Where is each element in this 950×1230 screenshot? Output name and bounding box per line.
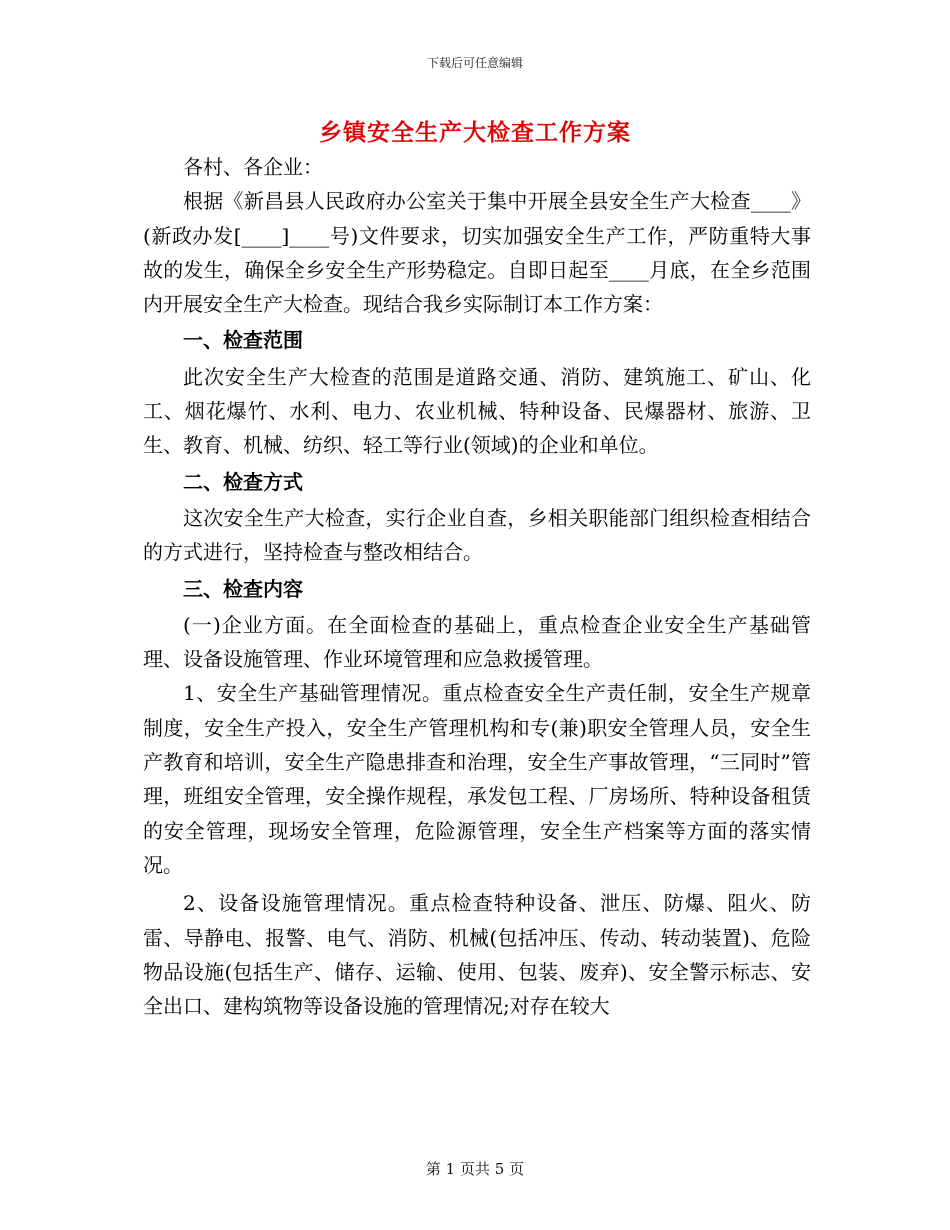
document-title: 乡镇安全生产大检查工作方案: [319, 120, 631, 146]
body-paragraph: 根据《新昌县人民政府办公室关于集中开展全县安全生产大检查____》(新政办发[____]____号)文件要求，切实加强安全生产工作，严防重特大事故的发生，确保全乡安全生产形势稳定。自即日起至____月底，在全乡范围内开展安全生产大检查。现结合我乡实际制订本工作方案：: [143, 189, 811, 317]
body-paragraph: 此次安全生产大检查的范围是道路交通、消防、建筑施工、矿山、化工、烟花爆竹、水利、电力、农业机械、特种设备、民爆器材、旅游、卫生、教育、机械、纺织、轻工等行业(领域)的企业和单位。: [143, 364, 811, 458]
page-footer: 第 1 页共 5 页: [425, 1160, 525, 1178]
page-header: 下载后可任意编辑: [426, 56, 523, 70]
body-paragraph: 1、安全生产基础管理情况。重点检查安全生产责任制，安全生产规章制度，安全生产投入，安全生产管理机构和专(兼)职安全管理人员，安全生产教育和培训，安全生产隐患排查和治理，安全生产事故管理，“三同时”管理，班组安全管理，安全操作规程，承发包工程、厂房场所、特种设备租赁的安全管理，现场安全管理，危险源管理，安全生产档案等方面的落实情况。: [143, 681, 811, 877]
section-heading: 三、检查内容: [183, 576, 303, 601]
section-heading: 一、检查范围: [183, 328, 303, 353]
document-body: [143, 150, 811, 1023]
body-paragraph: (一)企业方面。在全面检查的基础上，重点检查企业安全生产基础管理、设备设施管理、作业环境管理和应急救援管理。: [143, 612, 811, 672]
body-paragraph: 这次安全生产大检查，实行企业自查，乡相关职能部门组织检查相结合的方式进行，坚持检查与整改相结合。: [143, 505, 811, 565]
body-paragraph: 各村、各企业：: [183, 155, 323, 179]
body-paragraph: 2、设备设施管理情况。重点检查特种设备、泄压、防爆、阻火、防雷、导静电、报警、电气、消防、机械(包括冲压、传动、转动装置)、危险物品设施(包括生产、储存、运输、使用、包装、废弃)、安全警示标志、安全出口、建构筑物等设备设施的管理情况;对存在较大: [143, 891, 811, 1019]
section-heading: 二、检查方式: [183, 469, 303, 494]
